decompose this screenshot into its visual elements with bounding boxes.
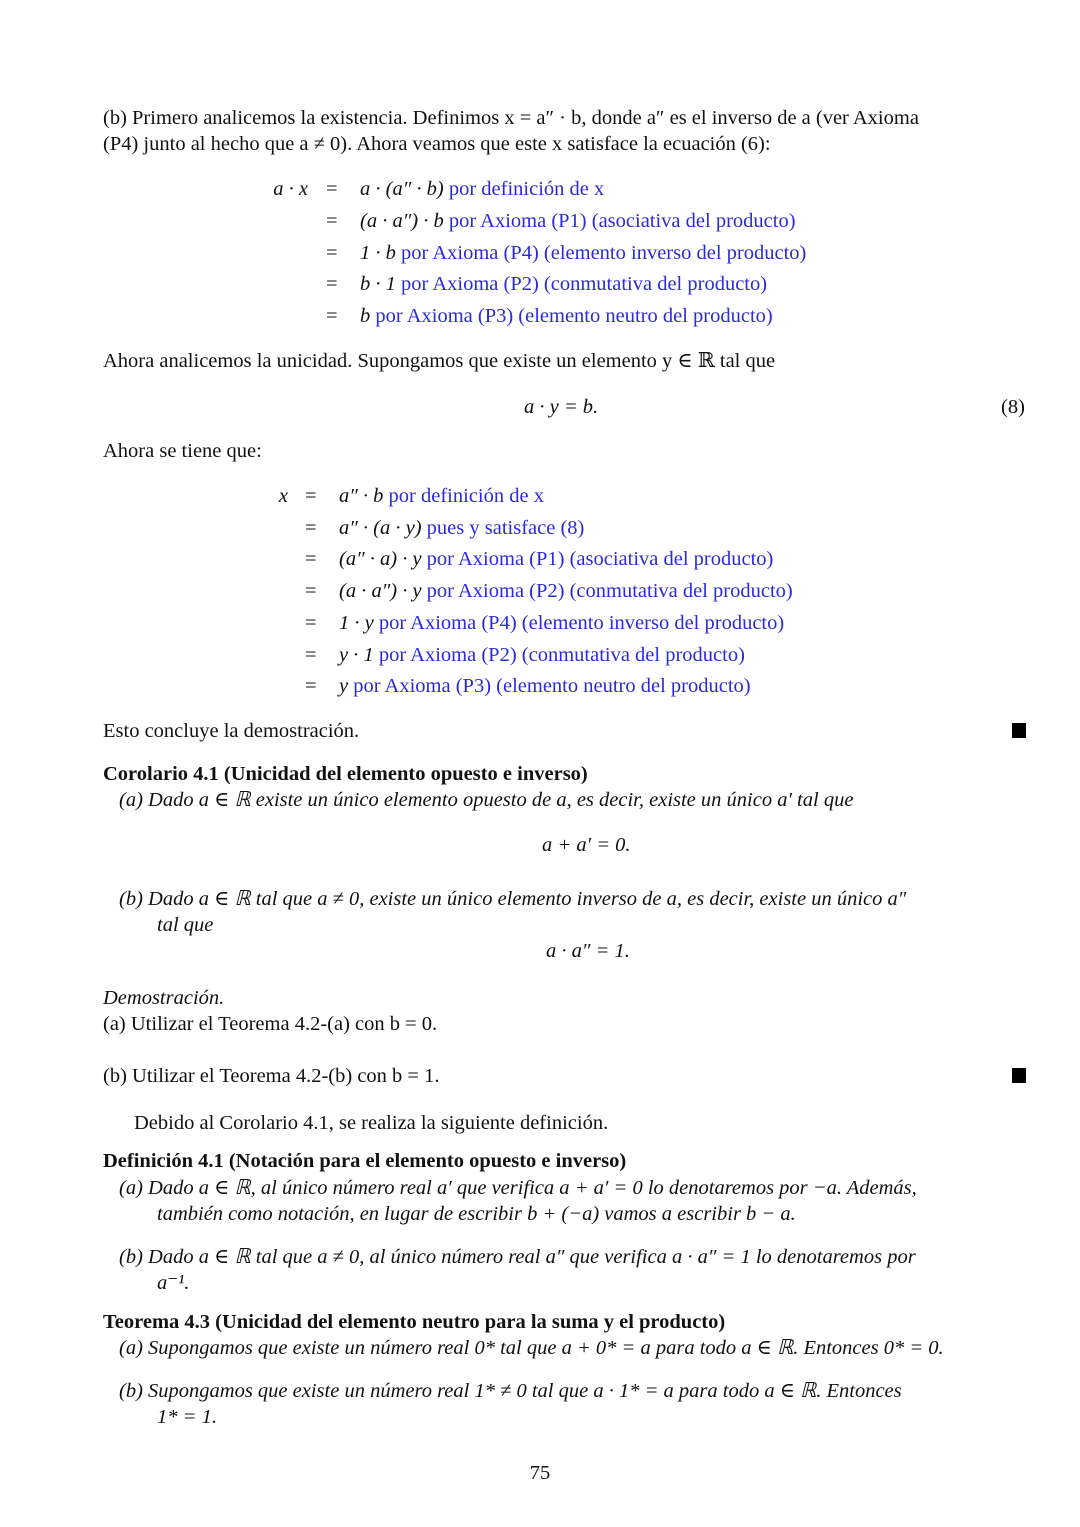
- qed-square-icon: [1012, 1068, 1026, 1083]
- intro-line-1: (b) Primero analicemos la existencia. Definimos x = a″ · b, donde a″ es el inverso de a (ver Axioma: [103, 107, 919, 129]
- chain-lhs: x: [278, 485, 288, 507]
- theorem-item-b-line1: (b) Supongamos que existe un número real 1* ≠ 0 tal que a · 1* = a para todo a ∈ ℝ. Entonces: [119, 1380, 902, 1402]
- chain-expr: a · (a″ · b) por definición de x: [360, 178, 605, 200]
- chain-reason: por Axioma (P4) (elemento inverso del producto): [401, 242, 807, 264]
- equals-sign: =: [305, 675, 317, 697]
- equals-sign: =: [326, 305, 338, 327]
- chain-reason: por definición de x: [448, 178, 605, 200]
- chain-expr: 1 · b por Axioma (P4) (elemento inverso del producto): [360, 242, 807, 264]
- chain-expr: b · 1 por Axioma (P2) (conmutativa del producto): [360, 273, 768, 295]
- chain-reason: por Axioma (P4) (elemento inverso del producto): [378, 612, 785, 634]
- chain-reason: por Axioma (P2) (conmutativa del producto): [378, 644, 745, 666]
- chain-reason: por Axioma (P1) (asociativa del producto): [448, 210, 796, 232]
- proof-item-b: (b) Utilizar el Teorema 4.2-(b) con b = 1.: [103, 1065, 440, 1087]
- definition-item-a-line2: también como notación, en lugar de escribir b + (−a) vamos a escribir b − a.: [157, 1203, 796, 1225]
- chain-expr: a″ · b por definición de x: [339, 485, 544, 507]
- qed-square-icon: [1012, 723, 1026, 738]
- equation-8: a · y = b.: [524, 396, 599, 418]
- equals-sign: =: [326, 273, 338, 295]
- chain-expr: (a″ · a) · y por Axioma (P1) (asociativa del producto): [339, 548, 774, 570]
- theorem-item-a: (a) Supongamos que existe un número real 0* tal que a + 0* = a para todo a ∈ ℝ. Entonces 0* = 0.: [119, 1337, 944, 1359]
- chain-reason: por Axioma (P3) (elemento neutro del producto): [375, 305, 773, 327]
- equals-sign: =: [326, 242, 338, 264]
- equals-sign: =: [326, 178, 338, 200]
- chain-expr: 1 · y por Axioma (P4) (elemento inverso del producto): [339, 612, 785, 634]
- equals-sign: =: [305, 485, 317, 507]
- equation-number: (8): [1001, 396, 1025, 418]
- proof-label: Demostración.: [103, 987, 225, 1009]
- theorem-title: Teorema 4.3 (Unicidad del elemento neutro para la suma y el producto): [103, 1311, 726, 1333]
- equals-sign: =: [305, 580, 317, 602]
- corollary-item-b-line2: tal que: [157, 914, 214, 936]
- equals-sign: =: [305, 612, 317, 634]
- chain-expr: a″ · (a · y) pues y satisface (8): [339, 517, 585, 539]
- transition-text: Debido al Corolario 4.1, se realiza la siguiente definición.: [134, 1112, 609, 1134]
- theorem-item-b-line2: 1* = 1.: [157, 1406, 217, 1428]
- chain-reason: por definición de x: [388, 485, 544, 507]
- corollary-eq-b: a · a″ = 1.: [546, 940, 630, 962]
- corollary-eq-a: a + a′ = 0.: [542, 834, 631, 856]
- definition-item-b-line1: (b) Dado a ∈ ℝ tal que a ≠ 0, al único número real a″ que verifica a · a″ = 1 lo denotaremos por: [119, 1246, 916, 1268]
- chain-reason: por Axioma (P2) (conmutativa del producto): [401, 273, 768, 295]
- page-number: 75: [529, 1462, 551, 1484]
- chain-lhs: a · x: [273, 178, 308, 200]
- chain-reason: por Axioma (P2) (conmutativa del producto): [426, 580, 793, 602]
- chain-expr: b por Axioma (P3) (elemento neutro del producto): [360, 305, 773, 327]
- chain-reason: por Axioma (P1) (asociativa del producto): [426, 548, 774, 570]
- intro-line-2: (P4) junto al hecho que a ≠ 0). Ahora veamos que este x satisface la ecuación (6):: [103, 133, 771, 155]
- then-text: Ahora se tiene que:: [103, 440, 262, 462]
- chain-expr: (a · a″) · b por Axioma (P1) (asociativa del producto): [360, 210, 796, 232]
- equals-sign: =: [326, 210, 338, 232]
- chain-reason: por Axioma (P3) (elemento neutro del producto): [353, 675, 751, 697]
- chain-reason: pues y satisface (8): [426, 517, 585, 539]
- equals-sign: =: [305, 548, 317, 570]
- corollary-title: Corolario 4.1 (Unicidad del elemento opuesto e inverso): [103, 763, 588, 785]
- equals-sign: =: [305, 517, 317, 539]
- corollary-item-b-line1: (b) Dado a ∈ ℝ tal que a ≠ 0, existe un único elemento inverso de a, es decir, existe un único a″: [119, 888, 907, 910]
- chain-expr: (a · a″) · y por Axioma (P2) (conmutativa del producto): [339, 580, 793, 602]
- definition-item-b-line2: a⁻¹.: [157, 1272, 190, 1294]
- chain-expr: y · 1 por Axioma (P2) (conmutativa del producto): [339, 644, 745, 666]
- conclusion-text: Esto concluye la demostración.: [103, 720, 360, 742]
- uniqueness-text: Ahora analicemos la unicidad. Supongamos que existe un elemento y ∈ ℝ tal que: [103, 350, 776, 372]
- proof-item-a: (a) Utilizar el Teorema 4.2-(a) con b = 0.: [103, 1013, 438, 1035]
- equals-sign: =: [305, 644, 317, 666]
- corollary-item-a: (a) Dado a ∈ ℝ existe un único elemento opuesto de a, es decir, existe un único a′ tal que: [119, 789, 854, 811]
- definition-title: Definición 4.1 (Notación para el elemento opuesto e inverso): [103, 1150, 627, 1172]
- chain-expr: y por Axioma (P3) (elemento neutro del producto): [339, 675, 751, 697]
- definition-item-a-line1: (a) Dado a ∈ ℝ, al único número real a′ que verifica a + a′ = 0 lo denotaremos por −a. Además,: [119, 1177, 917, 1199]
